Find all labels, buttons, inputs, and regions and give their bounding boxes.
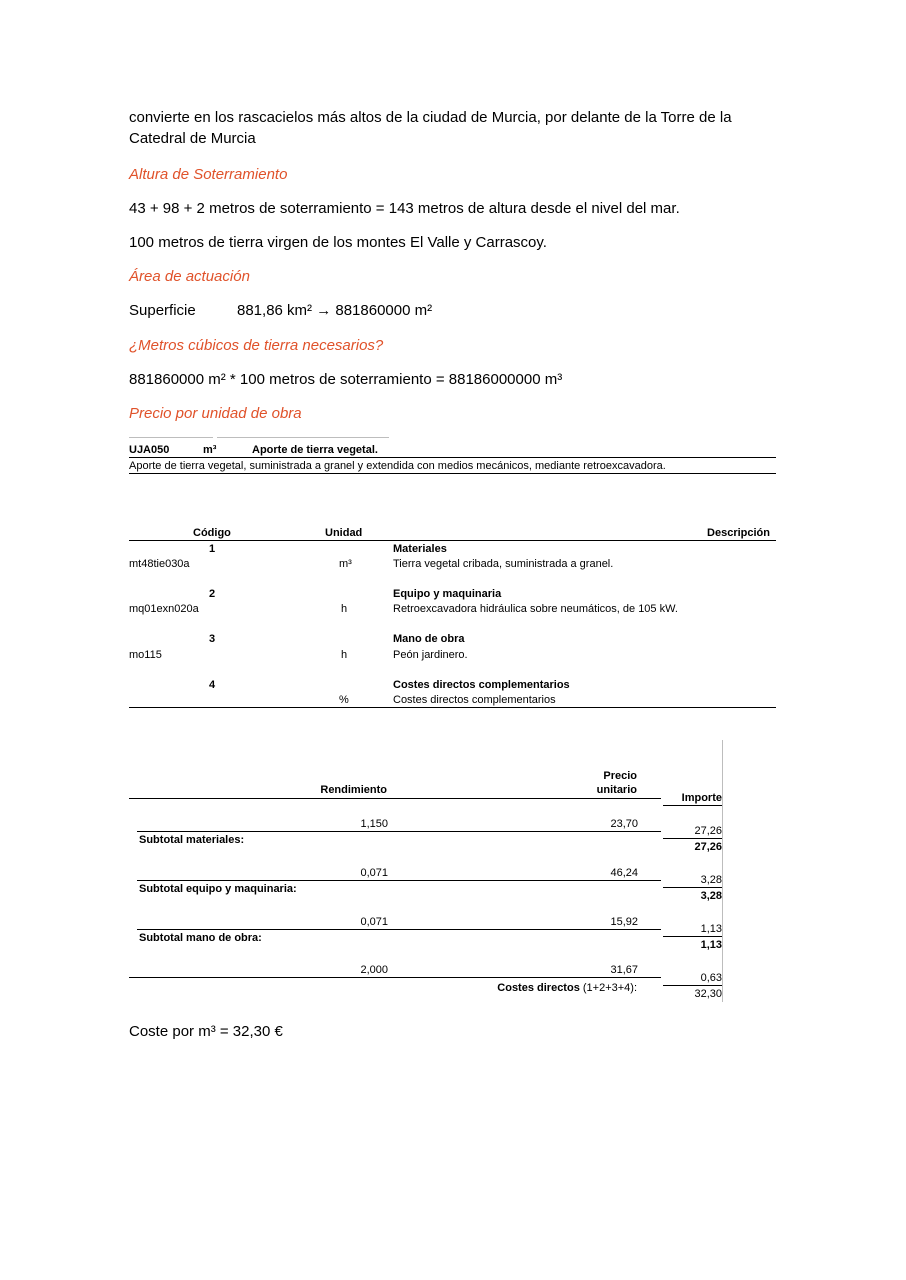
item-unit: h (341, 649, 348, 661)
th-importe: Importe (681, 792, 722, 804)
unit-code: UJA050 (129, 444, 170, 456)
row-rule (129, 977, 661, 978)
importe-value: 27,26 (694, 825, 722, 837)
group-title: Materiales (393, 543, 447, 555)
group-num: 3 (209, 633, 216, 645)
group-title: Equipo y maquinaria (393, 588, 502, 600)
intro-line-1: convierte en los rascacielos más altos de la ciudad de Murcia, por delante de la Torre de la (129, 109, 732, 126)
subtotal-label: Subtotal materiales: (139, 834, 245, 846)
costes-directos-total: 32,30 (694, 988, 722, 1000)
row-rule (137, 831, 661, 832)
group-num: 2 (209, 588, 216, 600)
item-code: mq01exn020a (129, 603, 199, 615)
precio-value: 31,67 (610, 964, 638, 976)
th-codigo: Código (193, 527, 231, 539)
subtotal-value: 27,26 (694, 841, 722, 853)
coste-por-m3: Coste por m³ = 32,30 € (129, 1023, 283, 1040)
subtotal-value: 1,13 (700, 939, 722, 951)
rendimiento-value: 2,000 (360, 964, 388, 976)
table1-header-rule (129, 540, 776, 541)
rendimiento-value: 0,071 (360, 867, 388, 879)
item-unit: m³ (339, 558, 352, 570)
subtotal-label: Subtotal equipo y maquinaria: (139, 883, 297, 895)
costes-directos-paren: (1+2+3+4): (582, 982, 637, 994)
unit-measure: m³ (203, 444, 217, 456)
importe-rule (663, 838, 722, 839)
th-precio-1: Precio (603, 770, 637, 782)
unit-title: Aporte de tierra vegetal. (252, 444, 378, 456)
costes-directos-label (420, 982, 637, 995)
altura-line-1: 43 + 98 + 2 metros de soterramiento = 143 metros de altura desde el nivel del mar. (129, 200, 680, 217)
item-code: mt48tie030a (129, 558, 190, 570)
rendimiento-value: 0,071 (360, 916, 388, 928)
th-precio-2: unitario (596, 784, 637, 796)
metros-heading: ¿Metros cúbicos de tierra necesarios? (129, 337, 384, 354)
item-description: Tierra vegetal cribada, suministrada a granel. (393, 558, 614, 570)
th-rendimiento: Rendimiento (320, 784, 387, 796)
item-description: Costes directos complementarios (393, 694, 556, 706)
importe-value: 0,63 (700, 972, 722, 984)
item-description: Peón jardinero. (393, 649, 468, 661)
unit-description: Aporte de tierra vegetal, suministrada a granel y extendida con medios mecánicos, mediante retroexcavadora. (129, 460, 666, 472)
row-rule (137, 929, 661, 930)
precio-value: 23,70 (610, 818, 638, 830)
precio-heading: Precio por unidad de obra (129, 405, 302, 422)
table2-vertical-rule (722, 740, 723, 1002)
subtotal-value: 3,28 (700, 890, 722, 902)
superficie-label: Superficie (129, 302, 196, 319)
importe-value: 3,28 (700, 874, 722, 886)
item-unit: h (341, 603, 348, 615)
th-unidad: Unidad (325, 527, 363, 539)
group-title: Costes directos complementarios (393, 679, 570, 691)
metros-line: 881860000 m² * 100 metros de soterramiento = 88186000000 m³ (129, 371, 563, 388)
unit-top-rule-2 (217, 437, 389, 438)
group-num: 4 (209, 679, 216, 691)
unit-top-rule-1 (129, 437, 213, 438)
altura-line-2: 100 metros de tierra virgen de los montes El Valle y Carrascoy. (129, 234, 547, 251)
unit-rule-mid (129, 457, 776, 458)
group-title: Mano de obra (393, 633, 465, 645)
precio-value: 15,92 (610, 916, 638, 928)
importe-value: 1,13 (700, 923, 722, 935)
table2-importe-header-rule (663, 805, 722, 806)
table1-bottom-rule (129, 707, 776, 708)
rendimiento-value: 1,150 (360, 818, 388, 830)
row-rule (137, 880, 661, 881)
group-num: 1 (209, 543, 216, 555)
superficie-value: 881,86 km² → 881860000 m² (237, 302, 433, 319)
importe-rule (663, 887, 722, 888)
item-description: Retroexcavadora hidráulica sobre neumáticos, de 105 kW. (393, 603, 678, 615)
unit-rule-bottom (129, 473, 776, 474)
th-descripcion: Descripción (707, 527, 770, 539)
table2-header-rule (129, 798, 661, 799)
item-code: mo115 (129, 649, 162, 661)
item-unit: % (339, 694, 349, 706)
altura-heading: Altura de Soterramiento (129, 166, 288, 183)
area-heading: Área de actuación (129, 268, 250, 285)
subtotal-label: Subtotal mano de obra: (139, 932, 262, 944)
precio-value: 46,24 (610, 867, 638, 879)
importe-rule (663, 985, 722, 986)
costes-directos-text: Costes directos (497, 982, 580, 994)
importe-rule (663, 936, 722, 937)
intro-line-2: Catedral de Murcia (129, 130, 256, 147)
